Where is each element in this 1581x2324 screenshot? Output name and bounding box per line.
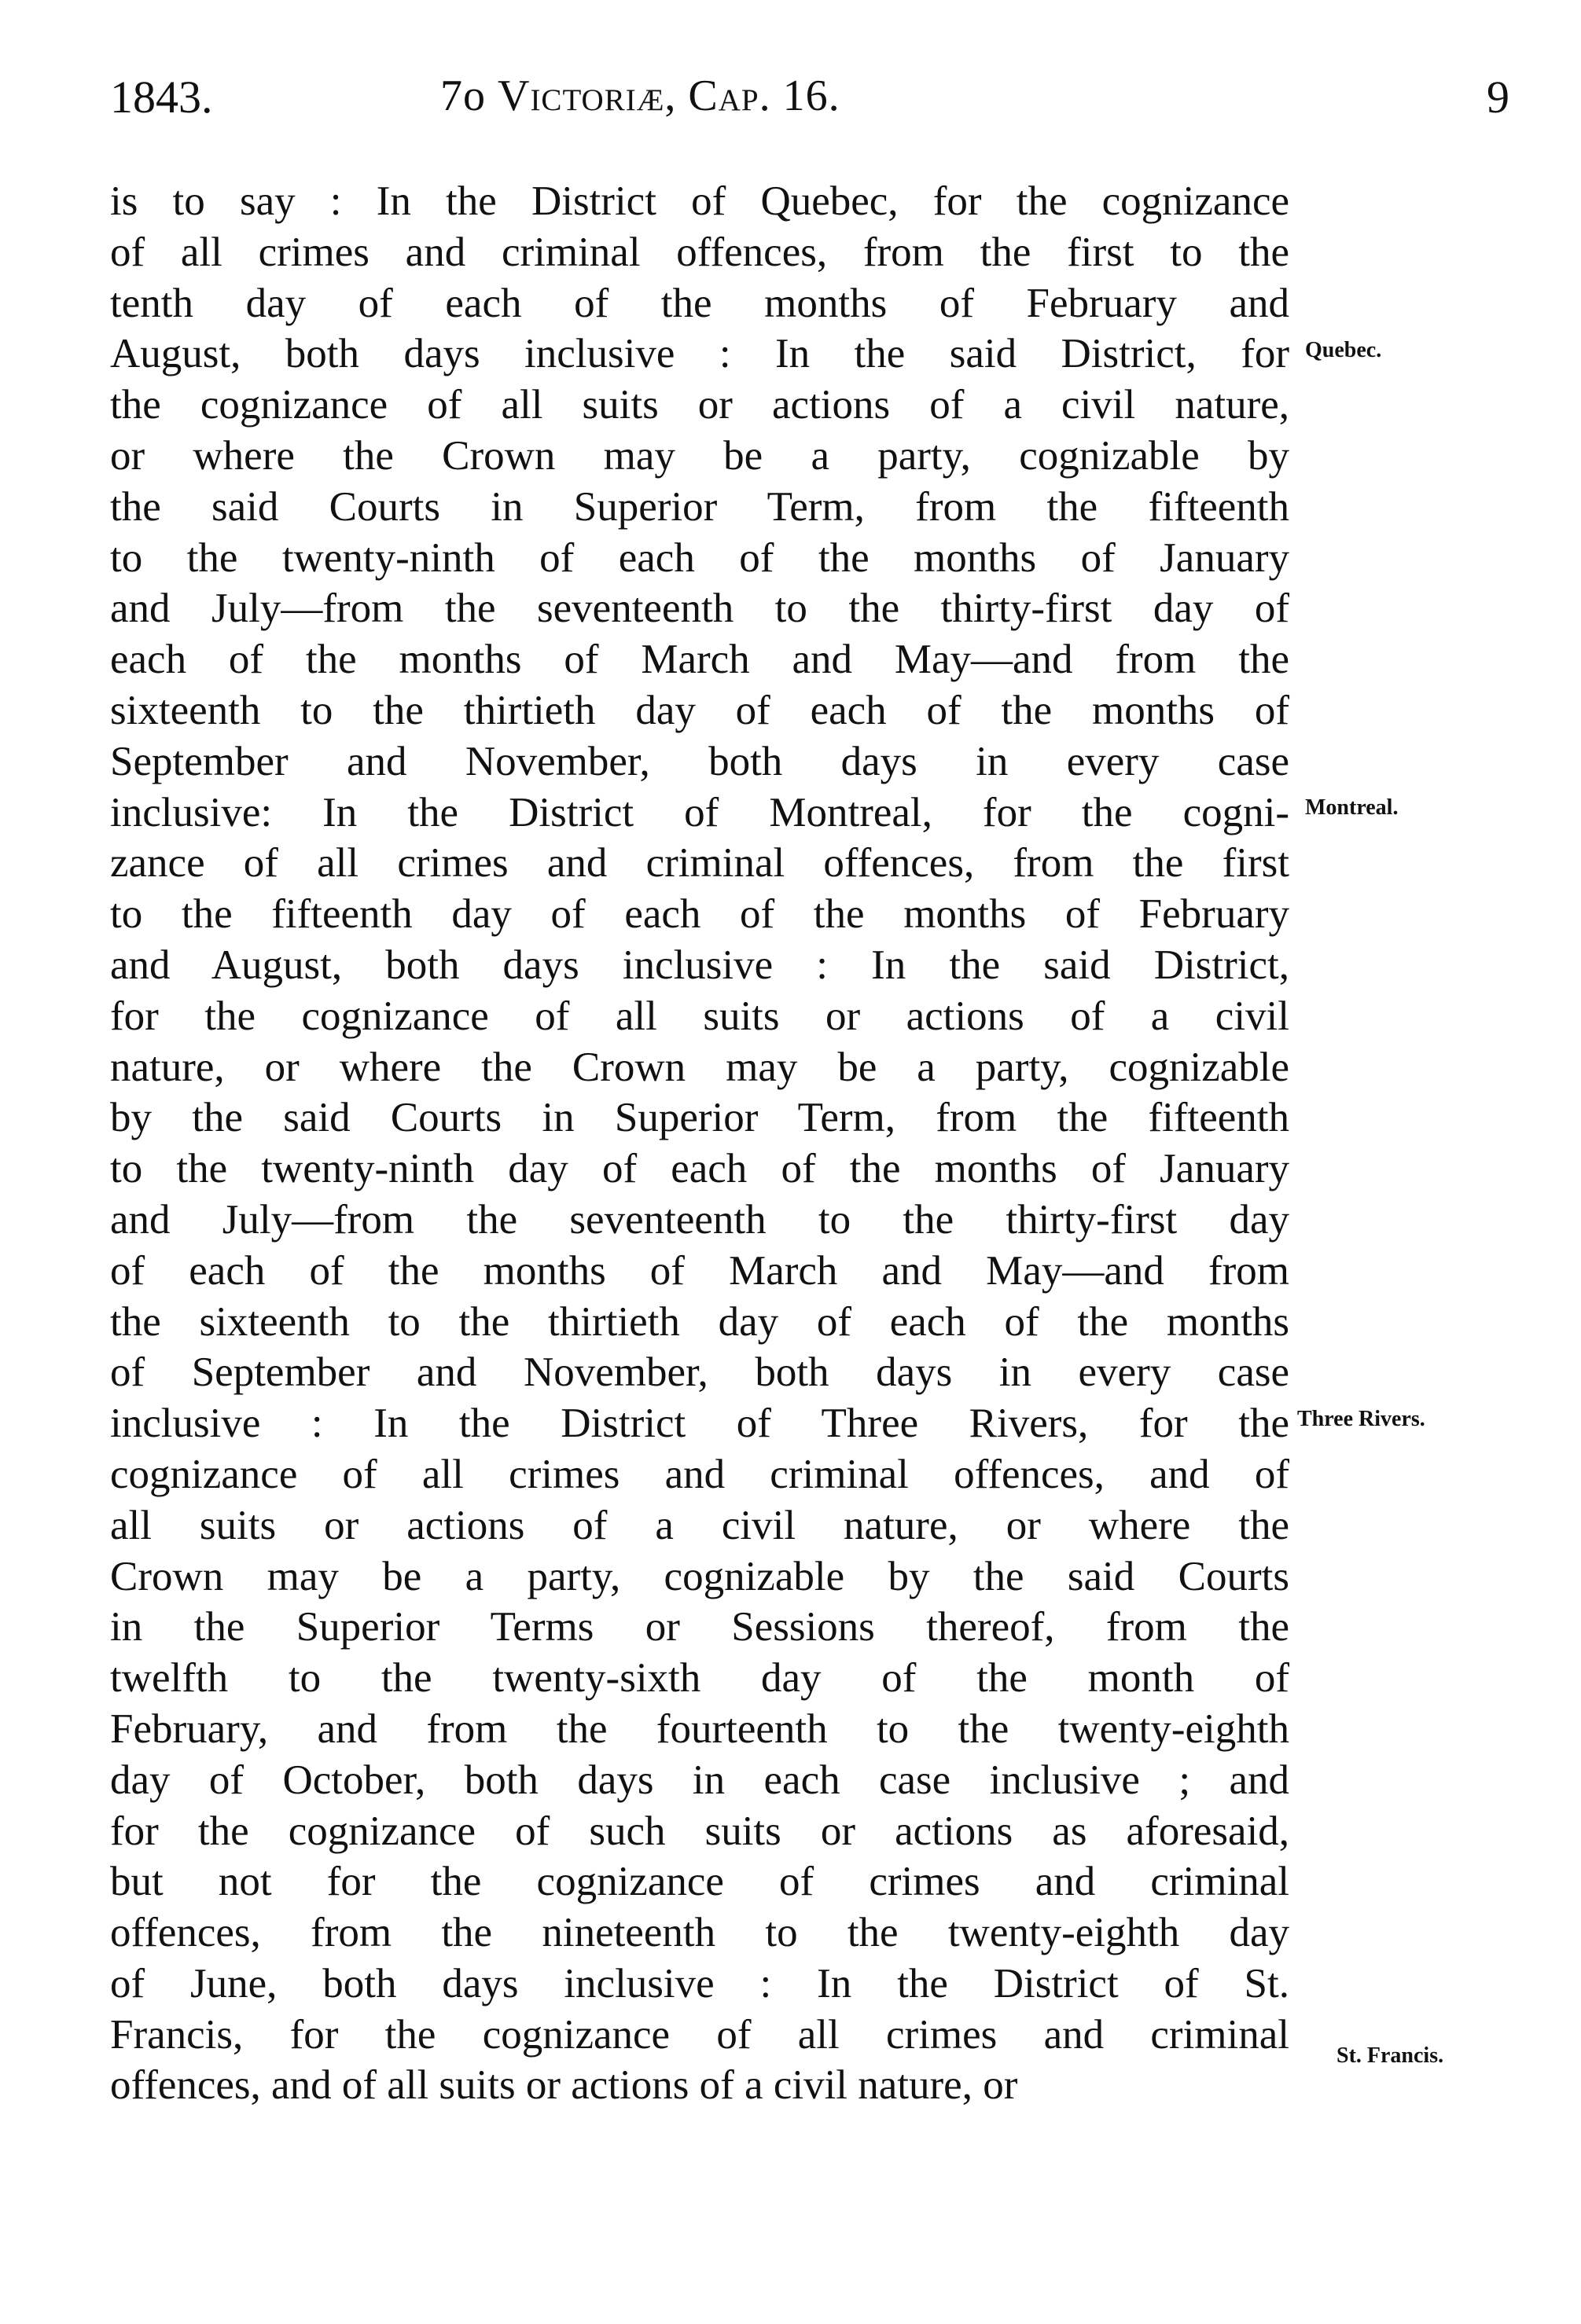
body-text bbox=[110, 176, 1289, 2111]
text-line: Francis, for the cognizance of all crimes and criminal bbox=[110, 2011, 1289, 2058]
text-line: of each of the months of March and May—and from bbox=[110, 1247, 1289, 1294]
text-line: inclusive : In the District of Three Rivers, for the bbox=[110, 1401, 1289, 1447]
text-line: offences, from the nineteenth to the twenty-eighth day bbox=[110, 1910, 1289, 1956]
text-line: offences, and of all suits or actions of a civil nature, or bbox=[110, 2062, 1018, 2109]
text-line: of all crimes and criminal offences, from the first to the bbox=[110, 229, 1289, 275]
text-line: to the twenty-ninth day of each of the months of January bbox=[110, 1146, 1289, 1192]
text-line: Crown may be a party, cognizable by the said Courts bbox=[110, 1553, 1289, 1599]
text-line: nature, or where the Crown may be a party, cognizable bbox=[110, 1044, 1289, 1090]
page-header bbox=[110, 71, 1509, 126]
header-title-cap: Cap. 16. bbox=[688, 72, 840, 120]
header-title bbox=[440, 71, 840, 121]
text-line: to the twenty-ninth of each of the months of January bbox=[110, 534, 1289, 581]
margin-note-three-rivers: Three Rivers. bbox=[1297, 1407, 1425, 1431]
text-line: zance of all crimes and criminal offences, from the first bbox=[110, 840, 1289, 887]
header-year: 1843. bbox=[110, 72, 213, 123]
text-line: and July—from the seventeenth to the thirty-first day bbox=[110, 1196, 1289, 1243]
text-line: by the said Courts in Superior Term, from the fifteenth bbox=[110, 1095, 1289, 1141]
margin-note-quebec: Quebec. bbox=[1305, 338, 1382, 362]
text-line: sixteenth to the thirtieth day of each of the months of bbox=[110, 687, 1289, 733]
text-line: but not for the cognizance of crimes and criminal bbox=[110, 1859, 1289, 1905]
text-line: February, and from the fourteenth to the twenty-eighth bbox=[110, 1705, 1289, 1752]
text-line: of September and November, both days in every case bbox=[110, 1349, 1289, 1396]
text-line: day of October, both days in each case inclusive ; and bbox=[110, 1757, 1289, 1803]
text-line: is to say : In the District of Quebec, for the cognizance bbox=[110, 178, 1289, 224]
header-title-victoriae: Victoriæ, bbox=[498, 72, 677, 120]
text-line: inclusive: In the District of Montreal, for the cogni- bbox=[110, 789, 1289, 835]
text-line: in the Superior Terms or Sessions thereof, from the bbox=[110, 1604, 1289, 1650]
text-line: for the cognizance of such suits or actions as aforesaid, bbox=[110, 1808, 1289, 1854]
text-line: the cognizance of all suits or actions of a civil nature, bbox=[110, 382, 1289, 428]
header-title-num: 7o bbox=[440, 72, 486, 120]
text-line: for the cognizance of all suits or actions of a civil bbox=[110, 993, 1289, 1039]
text-line: each of the months of March and May—and from the bbox=[110, 637, 1289, 683]
text-line: of June, both days inclusive : In the District of St. bbox=[110, 1960, 1289, 2006]
text-line: or where the Crown may be a party, cognizable by bbox=[110, 432, 1289, 479]
text-line: all suits or actions of a civil nature, or where the bbox=[110, 1502, 1289, 1548]
margin-note-montreal: Montreal. bbox=[1305, 795, 1399, 820]
text-line: the sixteenth to the thirtieth day of each of the months bbox=[110, 1298, 1289, 1345]
text-line: September and November, both days in every case bbox=[110, 738, 1289, 784]
text-line: and July—from the seventeenth to the thirty-first day of bbox=[110, 586, 1289, 632]
text-line: the said Courts in Superior Term, from the fifteenth bbox=[110, 483, 1289, 530]
page-number: 9 bbox=[1487, 72, 1509, 123]
text-line: and August, both days inclusive : In the said District, bbox=[110, 942, 1289, 988]
text-line: to the fifteenth day of each of the months of February bbox=[110, 891, 1289, 938]
text-line: tenth day of each of the months of February and bbox=[110, 280, 1289, 326]
margin-note-st-francis: St. Francis. bbox=[1336, 2043, 1444, 2068]
text-line: twelfth to the twenty-sixth day of the month of bbox=[110, 1655, 1289, 1702]
text-line: cognizance of all crimes and criminal offences, and of bbox=[110, 1451, 1289, 1497]
text-line: August, both days inclusive : In the said District, for bbox=[110, 331, 1289, 377]
